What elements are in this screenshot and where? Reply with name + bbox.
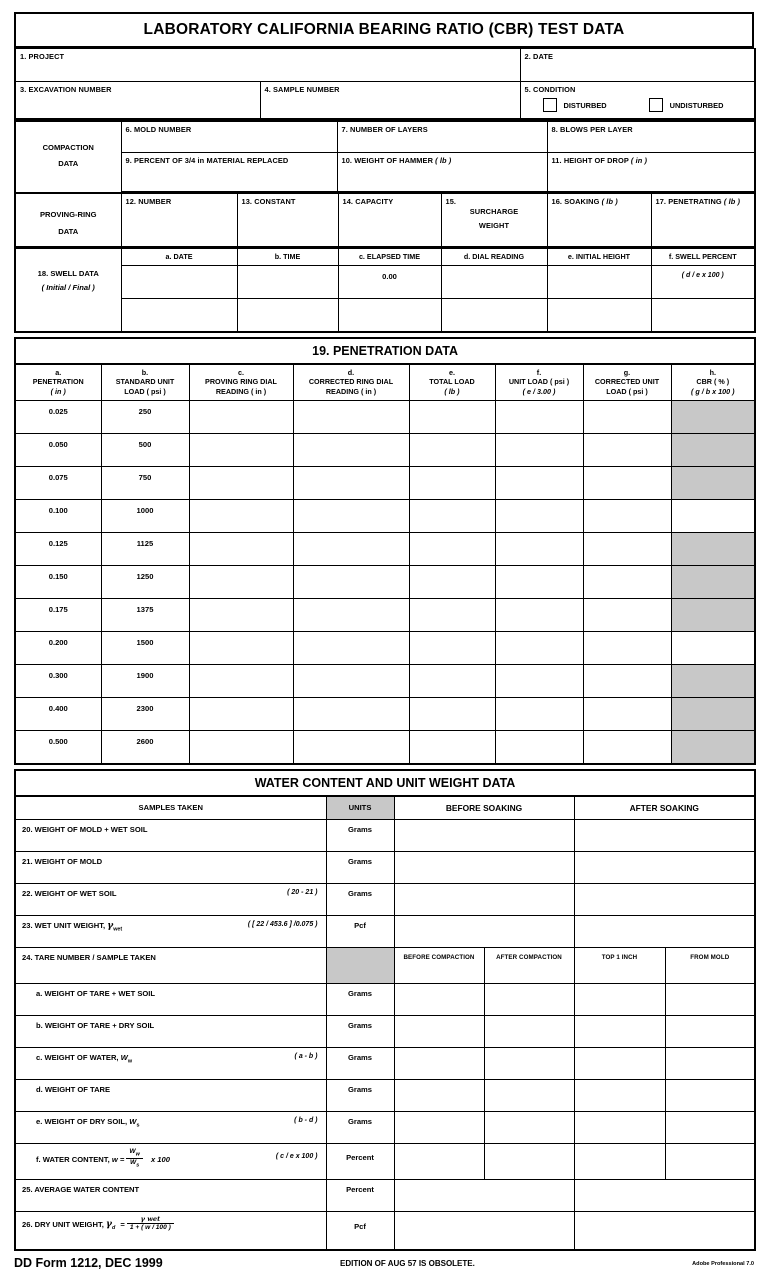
water-content-section-title: WATER CONTENT AND UNIT WEIGHT DATA (254, 775, 516, 790)
pen-row-cbr-cell (671, 532, 755, 565)
soaking-field[interactable] (547, 194, 651, 248)
wc-row-24a-c4[interactable] (665, 984, 755, 1016)
pen-row-input-cell[interactable] (495, 565, 583, 598)
water-content-section-header (15, 770, 755, 796)
pen-row-input-cell[interactable] (495, 400, 583, 433)
height-of-drop-field[interactable] (547, 153, 755, 193)
wc-row-24e-c1[interactable] (394, 1112, 484, 1144)
pen-row-penetration: 0.200 (15, 631, 101, 664)
pen-row-standard-unit-load: 1500 (101, 631, 189, 664)
wc-row-24b-label: b. WEIGHT OF TARE + DRY SOIL (15, 1016, 326, 1048)
wc-col-before-soaking: BEFORE SOAKING (394, 796, 574, 820)
excavation-number-label: 3. EXCAVATION NUMBER (20, 85, 112, 94)
ring-number-field[interactable] (121, 194, 237, 248)
wc-row-24b-c3[interactable] (574, 1016, 665, 1048)
pen-row-input-cell[interactable] (189, 466, 293, 499)
water-content-header-row (15, 796, 755, 820)
wc-row-25-units: Percent (326, 1180, 394, 1212)
pen-col-e: e. TOTAL LOAD ( lb ) (409, 364, 495, 401)
pen-col-g: g. CORRECTED UNIT LOAD ( psi ) (583, 364, 671, 401)
pen-row-input-cell[interactable] (495, 499, 583, 532)
compaction-label-line2: DATA (58, 158, 79, 168)
swell-col-initial-height: e. INITIAL HEIGHT (547, 249, 651, 266)
gamma-icon: γ (105, 1219, 112, 1230)
table-row (15, 433, 755, 466)
ring-number-label: 12. NUMBER (125, 197, 172, 206)
condition-field (520, 82, 755, 120)
pen-row-input-cell[interactable] (583, 400, 671, 433)
table-row (15, 598, 755, 631)
swell-r2-time[interactable] (237, 298, 338, 332)
pen-row-standard-unit-load: 1900 (101, 664, 189, 697)
pen-col-d: d. CORRECTED RING DIAL READING ( in ) (293, 364, 409, 401)
wc-col-units: UNITS (326, 796, 394, 820)
pen-row-input-cell[interactable] (293, 598, 409, 631)
condition-options (521, 94, 755, 112)
swell-r1-time[interactable] (237, 265, 338, 298)
weight-of-hammer-field[interactable] (337, 153, 547, 193)
wc-row-24f-c1[interactable] (394, 1144, 484, 1180)
wc-col-samples-taken: SAMPLES TAKEN (15, 796, 326, 820)
pen-row-cbr-cell[interactable] (671, 631, 755, 664)
header-table (14, 48, 756, 120)
penetration-rows (15, 400, 755, 764)
pen-row-input-cell[interactable] (583, 664, 671, 697)
height-of-drop-unit: ( in ) (630, 156, 648, 165)
pen-row-input-cell[interactable] (293, 730, 409, 764)
ring-constant-label: 13. CONSTANT (241, 197, 296, 206)
wc-sub-from-mold: FROM MOLD (665, 948, 755, 984)
wc-row-24c-c1[interactable] (394, 1048, 484, 1080)
wc-row-24f-c4[interactable] (665, 1144, 755, 1180)
wc-col-after-soaking: AFTER SOAKING (574, 796, 755, 820)
swell-r1-date[interactable] (121, 265, 237, 298)
form-footer (14, 1256, 754, 1276)
pen-row-input-cell[interactable] (409, 730, 495, 764)
pen-row-input-cell[interactable] (495, 598, 583, 631)
table-row (15, 948, 755, 984)
wc-row-24d-c1[interactable] (394, 1080, 484, 1112)
wc-row-23-units: Pcf (326, 916, 394, 948)
pen-row-input-cell[interactable] (409, 598, 495, 631)
table-row (15, 852, 755, 884)
pen-row-standard-unit-load: 1000 (101, 499, 189, 532)
pen-row-penetration: 0.300 (15, 664, 101, 697)
pen-row-input-cell[interactable] (495, 730, 583, 764)
soaking-label: 16. SOAKING (551, 197, 600, 206)
pen-row-standard-unit-load: 1375 (101, 598, 189, 631)
surcharge-number-label: 15. (445, 197, 457, 206)
wc-row-24f-label: f. WATER CONTENT, w = $\frac{W_w}{W_s}$ x 100 ( c / e x 100 ) (15, 1144, 326, 1180)
blows-per-layer-label: 8. BLOWS PER LAYER (551, 125, 633, 134)
wc-row-26-label: 26. DRY UNIT WEIGHT, $\gamma_d$ = $\frac{\text{γ wet}}{1 + ( w / 100 )}$ (15, 1212, 326, 1251)
wc-sub-after-compaction: AFTER COMPACTION (484, 948, 574, 984)
wc-row-26-units: Pcf (326, 1212, 394, 1251)
date-label: 2. DATE (524, 52, 553, 61)
condition-label: 5. CONDITION (524, 85, 576, 94)
penetration-table (14, 337, 756, 765)
pen-row-input-cell[interactable] (495, 532, 583, 565)
pen-col-f: f. UNIT LOAD ( psi ) ( e / 3.00 ) (495, 364, 583, 401)
pen-row-input-cell[interactable] (293, 400, 409, 433)
excavation-number-field[interactable] (15, 82, 260, 120)
weight-of-hammer-unit: ( lb ) (435, 156, 452, 165)
surcharge-label-line2: WEIGHT (478, 220, 510, 230)
percent-replaced-label: 9. PERCENT OF 3/4 in MATERIAL REPLACED (125, 156, 289, 165)
pen-row-penetration: 0.400 (15, 697, 101, 730)
pen-row-input-cell[interactable] (189, 631, 293, 664)
proving-ring-label-cell (15, 194, 121, 248)
proving-ring-label-line2: DATA (58, 226, 79, 236)
table-row (15, 631, 755, 664)
pen-row-input-cell[interactable] (189, 697, 293, 730)
pen-row-input-cell[interactable] (409, 499, 495, 532)
pen-row-penetration: 0.150 (15, 565, 101, 598)
table-row (15, 916, 755, 948)
pen-col-a: a. PENETRATION ( in ) (15, 364, 101, 401)
swell-r1-elapsed-time[interactable]: 0.00 (338, 265, 441, 298)
pen-row-input-cell[interactable] (293, 532, 409, 565)
wc-row-21-before[interactable] (394, 852, 574, 884)
pen-row-input-cell[interactable] (583, 532, 671, 565)
pen-row-input-cell[interactable] (189, 433, 293, 466)
footer-producer: Adobe Professional 7.0 (692, 1261, 754, 1268)
pen-row-cbr-cell (671, 730, 755, 764)
compaction-table (14, 120, 756, 193)
swell-r1-initial-height[interactable] (547, 265, 651, 298)
wc-row-24c-c4[interactable] (665, 1048, 755, 1080)
disturbed-checkbox[interactable] (543, 98, 557, 112)
pen-col-c: c. PROVING RING DIAL READING ( in ) (189, 364, 293, 401)
wc-row-24a-c1[interactable] (394, 984, 484, 1016)
table-row (15, 400, 755, 433)
wc-row-24c-c2[interactable] (484, 1048, 574, 1080)
wc-row-24b-units: Grams (326, 1016, 394, 1048)
proving-ring-label-line1: PROVING-RING (39, 210, 97, 219)
wc-row-22-after[interactable] (574, 884, 755, 916)
mold-number-field[interactable] (121, 121, 337, 153)
table-row (15, 1080, 755, 1112)
pen-row-standard-unit-load: 1250 (101, 565, 189, 598)
wc-row-24a-label: a. WEIGHT OF TARE + WET SOIL (15, 984, 326, 1016)
pen-row-standard-unit-load: 250 (101, 400, 189, 433)
pen-row-cbr-cell (671, 400, 755, 433)
disturbed-label: DISTURBED (563, 100, 607, 110)
pen-row-penetration: 0.025 (15, 400, 101, 433)
wc-row-20-after[interactable] (574, 820, 755, 852)
wc-row-24f-units: Percent (326, 1144, 394, 1180)
soaking-unit: ( lb ) (601, 197, 618, 206)
pen-row-input-cell[interactable] (495, 697, 583, 730)
water-content-fraction: $\frac{W_w}{W_s}$ (126, 1148, 142, 1169)
dry-unit-weight-fraction: $\frac{\text{γ wet}}{1 + ( w / 100 )}$ (127, 1216, 174, 1231)
number-of-layers-label: 7. NUMBER OF LAYERS (341, 125, 428, 134)
table-row (15, 664, 755, 697)
wc-row-24d-c4[interactable] (665, 1080, 755, 1112)
table-row (15, 565, 755, 598)
penetrating-unit: ( lb ) (723, 197, 741, 206)
pen-row-standard-unit-load: 500 (101, 433, 189, 466)
wc-row-20-label: 20. WEIGHT OF MOLD + WET SOIL (15, 820, 326, 852)
wc-row-24e-c3[interactable] (574, 1112, 665, 1144)
wc-row-26-after[interactable] (574, 1212, 755, 1251)
blows-per-layer-field[interactable] (547, 121, 755, 153)
pen-row-standard-unit-load: 1125 (101, 532, 189, 565)
pen-row-input-cell[interactable] (495, 631, 583, 664)
wc-row-22-units: Grams (326, 884, 394, 916)
table-row (15, 884, 755, 916)
wc-row-21-units: Grams (326, 852, 394, 884)
pen-row-input-cell[interactable] (583, 730, 671, 764)
form-title-cell (15, 13, 753, 47)
wc-sub-top-1-inch: TOP 1 INCH (574, 948, 665, 984)
pen-row-input-cell[interactable] (189, 664, 293, 697)
penetrating-field[interactable] (651, 194, 755, 248)
pen-row-input-cell[interactable] (409, 433, 495, 466)
wc-row-21-label: 21. WEIGHT OF MOLD (15, 852, 326, 884)
ring-constant-field[interactable] (237, 194, 338, 248)
pen-row-input-cell[interactable] (293, 499, 409, 532)
wc-row-24f-c3[interactable] (574, 1144, 665, 1180)
swell-r1-swell-percent[interactable]: ( d / e x 100 ) (651, 265, 755, 298)
table-row (15, 1048, 755, 1080)
table-row (15, 697, 755, 730)
pen-row-input-cell[interactable] (409, 565, 495, 598)
pen-col-h: h. CBR ( % ) ( g / b x 100 ) (671, 364, 755, 401)
sample-number-label: 4. SAMPLE NUMBER (264, 85, 340, 94)
wc-row-24e-units: Grams (326, 1112, 394, 1144)
wc-row-22-formula: ( 20 - 21 ) (287, 889, 318, 897)
swell-data-table (14, 248, 756, 333)
table-row (15, 1212, 755, 1251)
wc-row-23-formula: ( [ 22 / 453.6 ] /0.075 ) (247, 921, 318, 929)
pen-row-cbr-cell[interactable] (671, 499, 755, 532)
penetration-header-row (15, 364, 755, 401)
swell-r2-elapsed-time[interactable] (338, 298, 441, 332)
swell-label-line2: ( Initial / Final ) (41, 283, 95, 293)
compaction-label-line1: COMPACTION (42, 143, 94, 152)
wc-row-24e-c4[interactable] (665, 1112, 755, 1144)
swell-r2-initial-height[interactable] (547, 298, 651, 332)
pen-row-cbr-cell (671, 433, 755, 466)
pen-row-input-cell[interactable] (409, 400, 495, 433)
wc-row-24f-c2[interactable] (484, 1144, 574, 1180)
wc-row-20-units: Grams (326, 820, 394, 852)
wc-row-23-after[interactable] (574, 916, 755, 948)
pen-row-input-cell[interactable] (583, 631, 671, 664)
wc-row-24c-units: Grams (326, 1048, 394, 1080)
wc-row-23-label: 23. WET UNIT WEIGHT, $\gamma_{wet}$ ( [ 22 / 453.6 ] /0.075 ) (15, 916, 326, 948)
swell-col-elapsed-time: c. ELAPSED TIME (338, 249, 441, 266)
wc-sub-before-compaction: BEFORE COMPACTION (394, 948, 484, 984)
swell-col-dial-reading: d. DIAL READING (441, 249, 547, 266)
pen-row-input-cell[interactable] (189, 730, 293, 764)
wc-row-24b-c1[interactable] (394, 1016, 484, 1048)
ring-capacity-field[interactable] (338, 194, 441, 248)
wc-row-24c-c3[interactable] (574, 1048, 665, 1080)
pen-row-standard-unit-load: 2300 (101, 697, 189, 730)
wc-row-22-before[interactable] (394, 884, 574, 916)
pen-row-input-cell[interactable] (583, 499, 671, 532)
swell-r2-swell-percent[interactable] (651, 298, 755, 332)
pen-row-input-cell[interactable] (293, 631, 409, 664)
project-field[interactable] (15, 49, 520, 82)
wc-row-24-units (326, 948, 394, 984)
pen-row-input-cell[interactable] (189, 400, 293, 433)
pen-row-penetration: 0.175 (15, 598, 101, 631)
pen-row-standard-unit-load: 750 (101, 466, 189, 499)
pen-row-input-cell[interactable] (189, 499, 293, 532)
form-title: LABORATORY CALIFORNIA BEARING RATIO (CBR) TEST DATA (143, 21, 625, 38)
pen-row-standard-unit-load: 2600 (101, 730, 189, 764)
pen-row-cbr-cell (671, 664, 755, 697)
swell-label-line1: 18. SWELL DATA (37, 269, 99, 278)
wc-row-25-label: 25. AVERAGE WATER CONTENT (15, 1180, 326, 1212)
number-of-layers-field[interactable] (337, 121, 547, 153)
table-row (15, 466, 755, 499)
wc-row-24d-c3[interactable] (574, 1080, 665, 1112)
pen-row-input-cell[interactable] (583, 598, 671, 631)
surcharge-label-line1: SURCHARGE (469, 207, 519, 217)
pen-row-input-cell[interactable] (495, 664, 583, 697)
pen-row-input-cell[interactable] (583, 697, 671, 730)
wc-row-24d-c2[interactable] (484, 1080, 574, 1112)
wc-row-24b-c4[interactable] (665, 1016, 755, 1048)
wc-row-24e-c2[interactable] (484, 1112, 574, 1144)
pen-row-input-cell[interactable] (293, 697, 409, 730)
pen-row-input-cell[interactable] (293, 433, 409, 466)
wc-row-21-after[interactable] (574, 852, 755, 884)
table-row (15, 730, 755, 764)
table-row (15, 820, 755, 852)
table-row (15, 1144, 755, 1180)
table-row (15, 1016, 755, 1048)
penetration-section-title: 19. PENETRATION DATA (312, 343, 458, 358)
wc-row-25-before[interactable] (394, 1180, 574, 1212)
ring-capacity-label: 14. CAPACITY (342, 197, 394, 206)
pen-row-input-cell[interactable] (293, 664, 409, 697)
pen-row-input-cell[interactable] (189, 598, 293, 631)
table-row (15, 984, 755, 1016)
swell-col-date: a. DATE (121, 249, 237, 266)
compaction-data-label-cell (15, 121, 121, 192)
pen-row-cbr-cell (671, 697, 755, 730)
proving-ring-table (14, 193, 756, 248)
swell-r2-dial-reading[interactable] (441, 298, 547, 332)
swell-label-cell (15, 249, 121, 332)
pen-row-input-cell[interactable] (293, 466, 409, 499)
pen-row-input-cell[interactable] (495, 466, 583, 499)
pen-row-penetration: 0.100 (15, 499, 101, 532)
wc-row-24-label: 24. TARE NUMBER / SAMPLE TAKEN (15, 948, 326, 984)
pen-row-input-cell[interactable] (583, 466, 671, 499)
pen-row-input-cell[interactable] (293, 565, 409, 598)
wc-row-24a-units: Grams (326, 984, 394, 1016)
table-row (15, 532, 755, 565)
mold-number-label: 6. MOLD NUMBER (125, 125, 192, 134)
swell-r1-dial-reading[interactable] (441, 265, 547, 298)
wc-row-24d-label: d. WEIGHT OF TARE (15, 1080, 326, 1112)
swell-col-time: b. TIME (237, 249, 338, 266)
pen-row-input-cell[interactable] (409, 664, 495, 697)
pen-row-input-cell[interactable] (189, 532, 293, 565)
project-label: 1. PROJECT (20, 52, 65, 61)
weight-of-hammer-label: 10. WEIGHT OF HAMMER (341, 156, 434, 165)
footer-edition-note: EDITION OF AUG 57 IS OBSOLETE. (340, 1259, 475, 1269)
pen-row-input-cell[interactable] (189, 565, 293, 598)
wc-row-24a-c3[interactable] (574, 984, 665, 1016)
pen-row-cbr-cell (671, 466, 755, 499)
swell-r2-date[interactable] (121, 298, 237, 332)
pen-row-cbr-cell (671, 598, 755, 631)
footer-form-number: DD Form 1212, DEC 1999 (14, 1256, 163, 1271)
pen-col-b: b. STANDARD UNIT LOAD ( psi ) (101, 364, 189, 401)
wc-row-24d-units: Grams (326, 1080, 394, 1112)
wc-row-24b-c2[interactable] (484, 1016, 574, 1048)
surcharge-weight-field[interactable] (441, 194, 547, 248)
pen-row-cbr-cell (671, 565, 755, 598)
pen-row-penetration: 0.125 (15, 532, 101, 565)
pen-row-input-cell[interactable] (583, 433, 671, 466)
wc-row-20-before[interactable] (394, 820, 574, 852)
water-content-table (14, 769, 756, 1251)
wc-row-24f-formula: ( c / e x 100 ) (275, 1153, 318, 1161)
percent-replaced-field[interactable] (121, 153, 337, 193)
table-row (15, 499, 755, 532)
height-of-drop-label: 11. HEIGHT OF DROP (551, 156, 629, 165)
pen-row-penetration: 0.075 (15, 466, 101, 499)
pen-row-input-cell[interactable] (495, 433, 583, 466)
pen-row-penetration: 0.500 (15, 730, 101, 764)
wc-row-24c-formula: ( a - b ) (294, 1053, 318, 1061)
wc-row-25-after[interactable] (574, 1180, 755, 1212)
date-field[interactable] (520, 49, 755, 82)
penetrating-label: 17. PENETRATING (655, 197, 722, 206)
wc-row-24e-formula: ( b - d ) (294, 1117, 318, 1125)
pen-row-penetration: 0.050 (15, 433, 101, 466)
pen-row-input-cell[interactable] (409, 697, 495, 730)
title-table (14, 12, 754, 48)
swell-col-swell-percent: f. SWELL PERCENT (651, 249, 755, 266)
wc-row-24a-c2[interactable] (484, 984, 574, 1016)
gamma-icon: γ (107, 921, 114, 932)
sample-number-field[interactable] (260, 82, 520, 120)
pen-row-input-cell[interactable] (409, 466, 495, 499)
wc-row-24c-label: c. WEIGHT OF WATER, $W_w$ ( a - b ) (15, 1048, 326, 1080)
pen-row-input-cell[interactable] (409, 532, 495, 565)
table-row (15, 1112, 755, 1144)
table-row (15, 1180, 755, 1212)
pen-row-input-cell[interactable] (583, 565, 671, 598)
wc-row-24e-label: e. WEIGHT OF DRY SOIL, $W_s$ ( b - d ) (15, 1112, 326, 1144)
wc-row-26-before[interactable] (394, 1212, 574, 1251)
wc-row-22-label: 22. WEIGHT OF WET SOIL ( 20 - 21 ) (15, 884, 326, 916)
wc-row-23-before[interactable] (394, 916, 574, 948)
undisturbed-checkbox[interactable] (649, 98, 663, 112)
undisturbed-label: UNDISTURBED (669, 100, 724, 110)
penetration-section-header (15, 338, 755, 364)
pen-row-input-cell[interactable] (409, 631, 495, 664)
